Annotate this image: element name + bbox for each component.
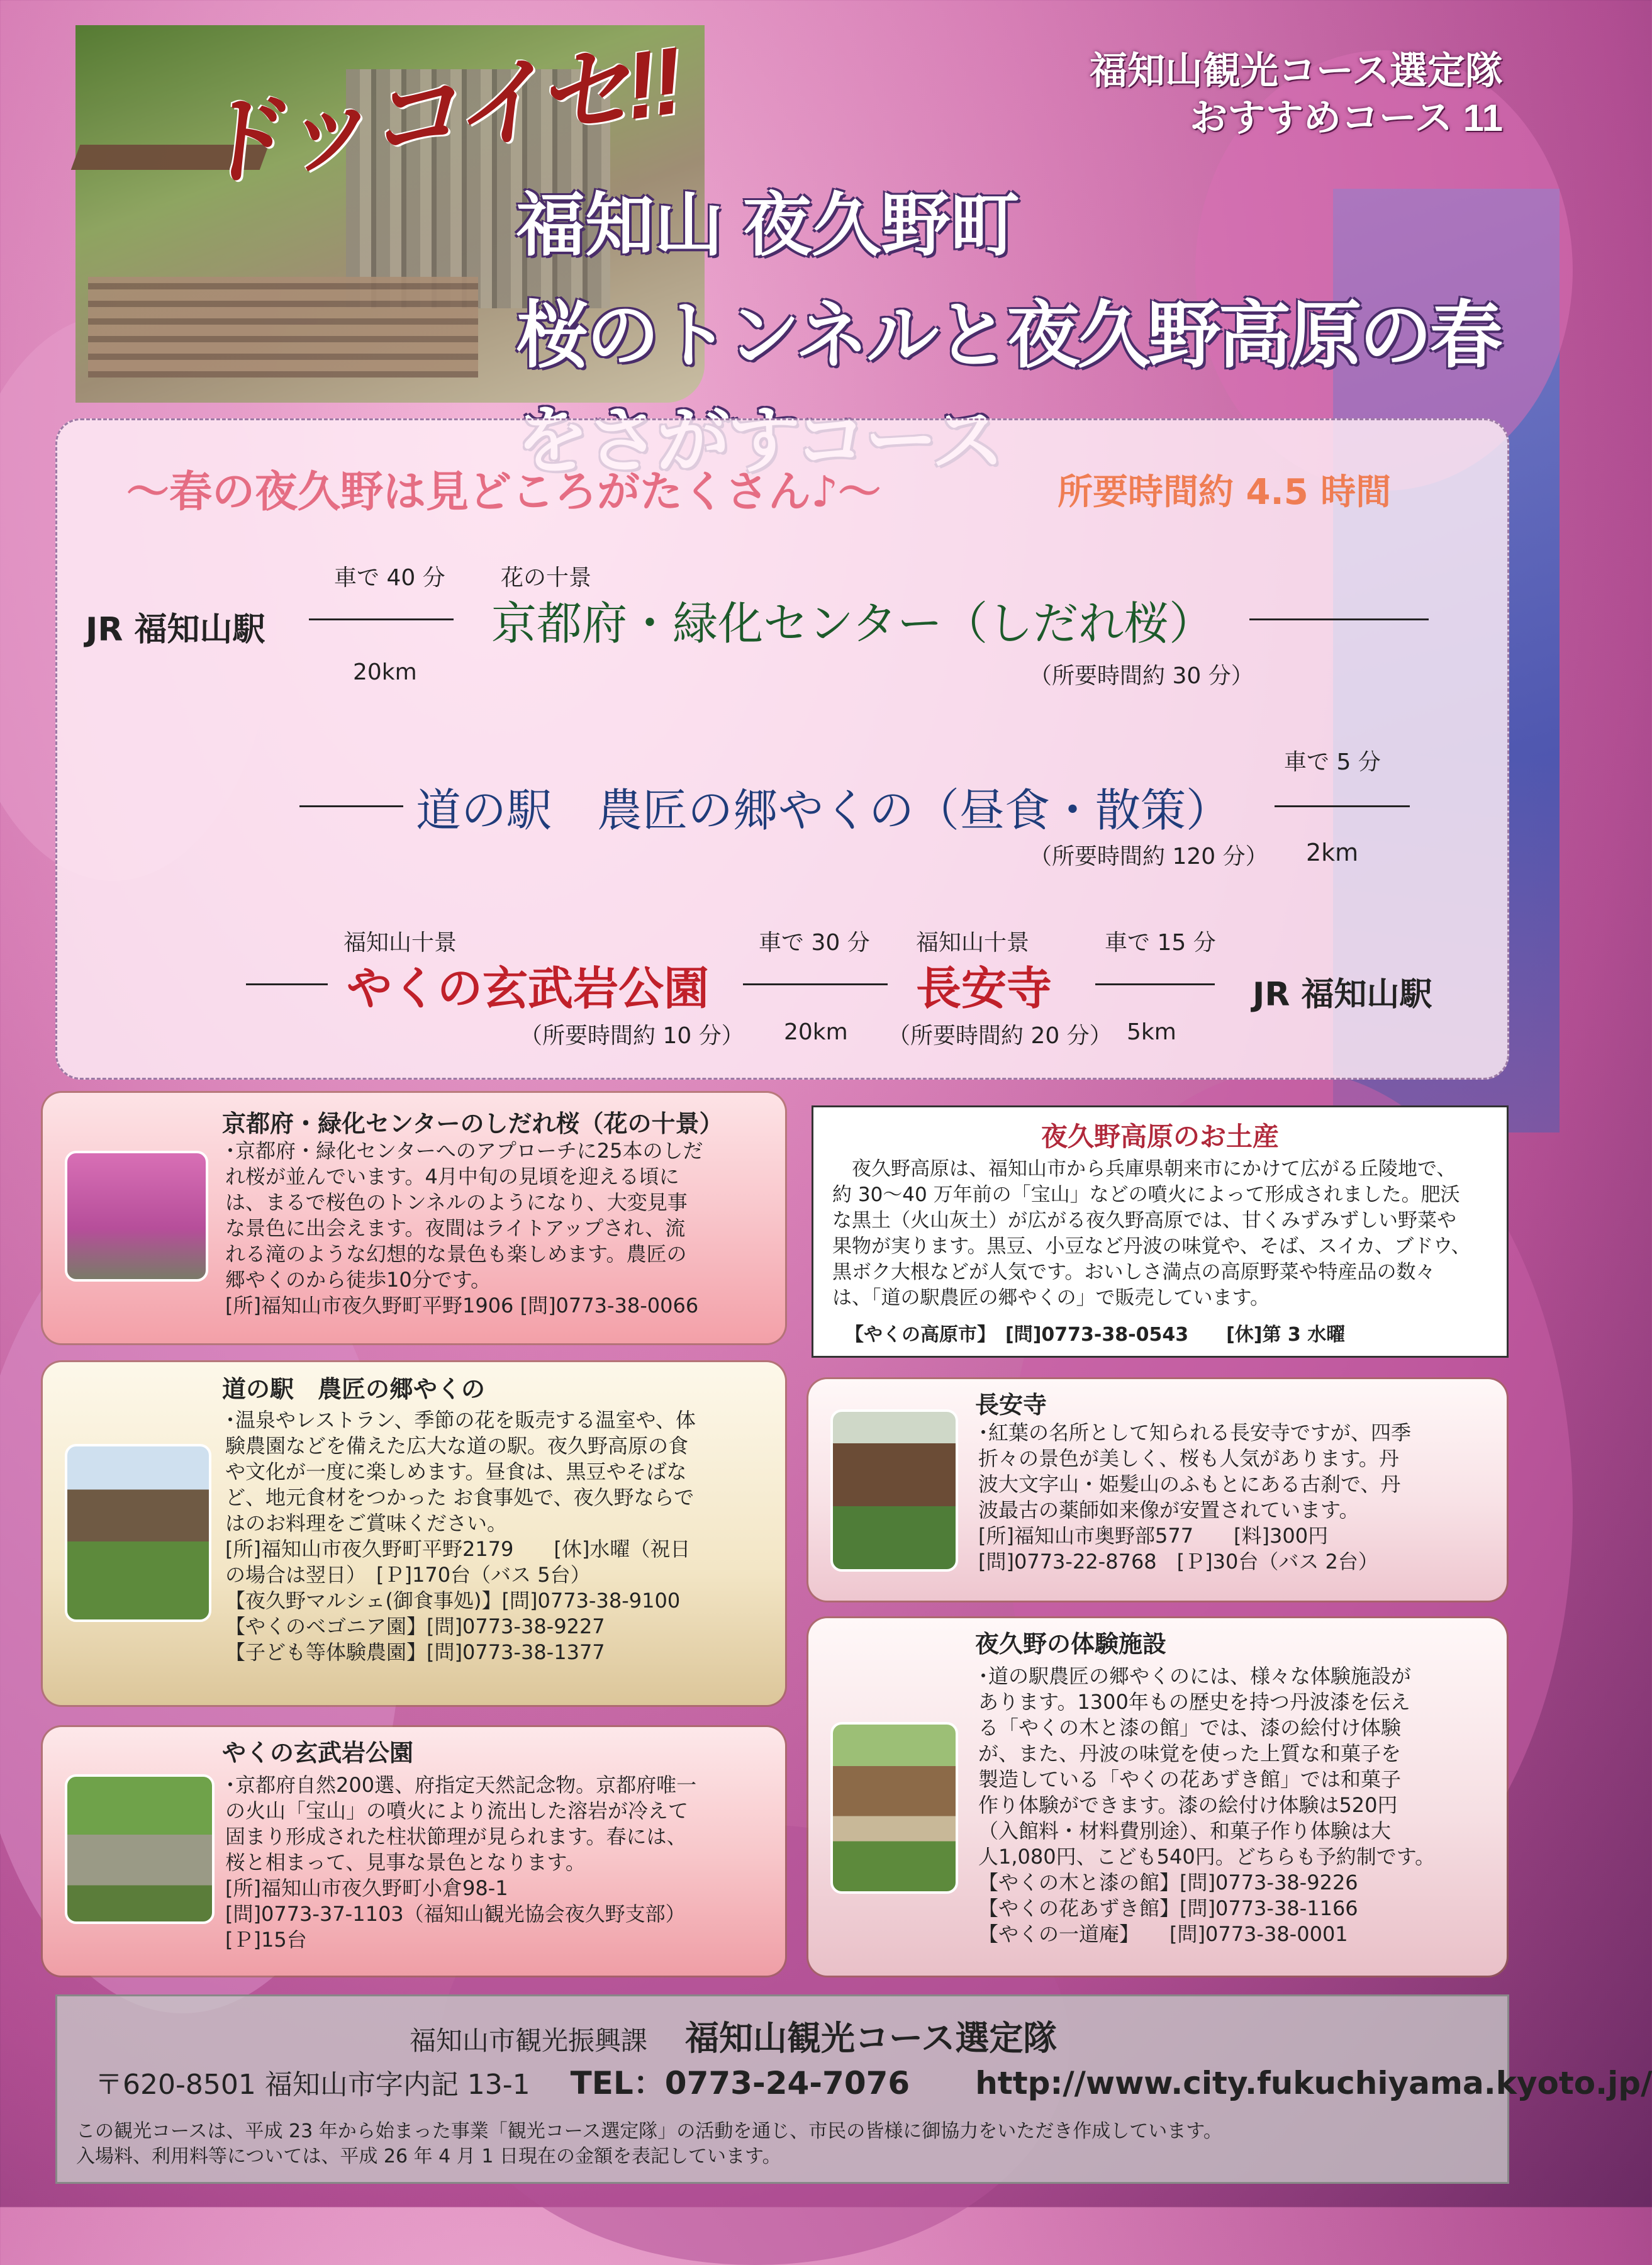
route-line	[1095, 983, 1215, 985]
text-line: れ桜が並んでいます。4月中旬の見頃を迎える頃に	[225, 1165, 679, 1188]
text-line: 桜と相まって、見事な景色となります。	[225, 1850, 586, 1874]
text-line: ･京都府自然200選、府指定天然記念物。京都府唯一	[225, 1773, 697, 1797]
text-line: や文化が一度に楽しめます。昼食は、黒豆やそばな	[225, 1460, 687, 1484]
card-body	[978, 1420, 1500, 1575]
text-line: [問]0773-22-8768 [Ｐ]30台（バス 2台）	[978, 1550, 1378, 1574]
card-chouanji	[808, 1379, 1507, 1601]
text-line: [所]福知山市夜久野町平野1906 [問]0773-38-0066	[225, 1294, 699, 1317]
spot3-time: （所要時間約 10 分）	[520, 1023, 744, 1049]
card-ryokka-center	[43, 1093, 785, 1343]
card-title: 長安寺	[975, 1391, 1047, 1419]
card-title: 夜久野の体験施設	[975, 1630, 1167, 1658]
wooden-deck	[88, 277, 478, 378]
text-line: な黒土（火山灰土）が広がる夜久野高原では、甘くみずみずしい野菜や	[832, 1209, 1456, 1232]
course-number: おすすめコース 11	[1190, 97, 1503, 139]
photo-sakura-tunnel	[65, 1151, 208, 1282]
leg3-distance: 20km	[784, 1019, 848, 1045]
leg1-mode: 車で 40 分	[334, 565, 445, 591]
page-title: 桜のトンネルと夜久野高原の春	[516, 294, 1500, 376]
note-line: この観光コースは、平成 23 年から始まった事業「観光コース選定隊」の活動を通じ、市民の皆様に御協力をいただき作成しています。	[76, 2120, 1222, 2142]
souvenir-box	[812, 1105, 1509, 1358]
route-line	[1275, 805, 1410, 807]
text-line: 験農園などを備えた広大な道の駅。夜久野高原の食	[225, 1434, 689, 1458]
text-line: 波大文字山・姫髪山のふもとにある古刹で、丹	[978, 1472, 1401, 1496]
route-line	[1249, 618, 1429, 620]
footer-contact	[95, 2058, 1652, 2103]
department: 福知山市観光振興課	[410, 2025, 648, 2056]
card-michinoeki	[43, 1362, 785, 1705]
text-line: ･温泉やレストラン、季節の花を販売する温室や、体	[225, 1408, 696, 1432]
text-line: 黒ボク大根などが人気です。おいしさ満点の高原野菜や特産品の数々	[832, 1261, 1436, 1284]
text-line: 【夜久野マルシェ(御食事処)】[問]0773-38-9100	[225, 1589, 681, 1613]
spot3-tag: 福知山十景	[343, 930, 457, 956]
text-line: [問]0773-37-1103（福知山観光協会夜久野支部）	[225, 1902, 686, 1926]
text-line: 【子ども等体験農園】[問]0773-38-1377	[225, 1640, 605, 1664]
text-line: 折々の景色が美しく、桜も人気があります。丹	[978, 1446, 1399, 1470]
spot4-tag: 福知山十景	[916, 930, 1030, 956]
text-line: 【やくのベゴニア園】[問]0773-38-9227	[225, 1614, 605, 1638]
text-line: 【やくの一道庵】 [問]0773-38-0001	[978, 1922, 1348, 1946]
note-line: 入場料、利用料等については、平成 26 年 4 月 1 日現在の金額を表記しています。	[76, 2145, 781, 2167]
address: 〒620-8501 福知山市字内記 13-1	[95, 2069, 530, 2101]
text-line: [Ｐ]15台	[225, 1928, 307, 1952]
text-line: の場合は翌日） [Ｐ]170台（バス 5台）	[225, 1563, 591, 1587]
text-line: 郷やくのから徒歩10分です。	[225, 1268, 491, 1292]
route-line	[246, 983, 328, 985]
box-footer: 【やくの高原市】 [問]0773-38-0543 [休]第 3 水曜	[845, 1324, 1346, 1346]
text-line: [所]福知山市夜久野町小倉98-1	[225, 1876, 508, 1900]
card-title: 京都府・緑化センターのしだれ桜（花の十景）	[222, 1110, 723, 1138]
photo-chouanji	[830, 1409, 958, 1572]
text-line: ･紅葉の名所として知られる長安寺ですが、四季	[978, 1421, 1412, 1445]
route-line	[309, 618, 454, 620]
box-body	[832, 1156, 1493, 1311]
text-line: 製造している「やくの花あずき館」では和菓子	[978, 1767, 1402, 1791]
text-line: れる滝のような幻想的な景色も楽しめます。農匠の	[225, 1242, 687, 1266]
website-link[interactable]: http://www.city.fukuchiyama.kyoto.jp/	[975, 2065, 1652, 2101]
leg4-distance: 5km	[1127, 1019, 1176, 1045]
text-line: はのお料理をご賞味ください。	[225, 1511, 508, 1535]
leg3-mode: 車で 30 分	[759, 930, 870, 956]
text-line: 波最古の薬師如来像が安置されています。	[978, 1498, 1359, 1522]
text-line: 果物が実ります。黒豆、小豆など丹波の味覚や、そば、スイカ、ブドウ、	[832, 1235, 1471, 1258]
text-line: [所]福知山市夜久野町平野2179 [休]水曜（祝日	[225, 1537, 691, 1561]
text-line: ･道の駅農匠の郷やくのには、様々な体験施設が	[978, 1664, 1412, 1688]
spot2-name: 道の駅 農匠の郷やくの（昼食・散策）	[416, 784, 1232, 837]
box-title: 夜久野高原のお土産	[1041, 1121, 1279, 1152]
team-name: 福知山観光コース選定隊	[1090, 50, 1503, 92]
leg2-distance: 2km	[1306, 839, 1359, 866]
route-headline: ～春の夜久野は見どころがたくさん♪～	[126, 467, 881, 517]
spot1-name: 京都府・緑化センター（しだれ桜）	[491, 597, 1215, 650]
text-line: が、また、丹波の味覚を使った上質な和菓子を	[978, 1742, 1402, 1765]
spot4-name: 長安寺	[916, 962, 1052, 1015]
footer-notes	[76, 2119, 1222, 2169]
end-station: JR 福知山駅	[1253, 976, 1432, 1014]
text-line: の火山「宝山」の噴火により流出した溶岩が冷えて	[225, 1799, 689, 1823]
text-line: は、まるで桜色のトンネルのようになり、大変見事	[225, 1190, 688, 1214]
spot2-time: （所要時間約 120 分）	[1029, 844, 1268, 870]
card-body	[225, 1138, 773, 1319]
card-title: やくの玄武岩公園	[222, 1739, 414, 1767]
leg1-distance: 20km	[353, 659, 417, 685]
text-line: は、「道の駅農匠の郷やくの」で販売しています。	[832, 1287, 1270, 1309]
spot3-name: やくの玄武岩公園	[347, 962, 710, 1015]
card-body	[978, 1664, 1500, 1947]
text-line: ･京都府・緑化センターへのアプローチに25本のしだ	[225, 1139, 703, 1163]
text-line: 【やくの花あずき館】[問]0773-38-1166	[978, 1896, 1358, 1920]
text-line: [所]福知山市奥野部577 [料]300円	[978, 1524, 1329, 1548]
card-taiken	[808, 1618, 1507, 1976]
text-line: ど、地元食材をつかった お食事処で、夜久野ならで	[225, 1485, 695, 1509]
text-line: あります。1300年もの歴史を持つ丹波漆を伝え	[978, 1690, 1410, 1714]
text-line: （入館料・材料費別途）、和菓子作り体験は大	[978, 1819, 1392, 1843]
text-line: 人1,080円、こども540円。どちらも予約制です。	[978, 1845, 1436, 1869]
spot1-time: （所要時間約 30 分）	[1029, 663, 1254, 689]
course-label	[1090, 47, 1503, 142]
page-title-area: 福知山 夜久野町	[516, 187, 1020, 264]
text-line: 作り体験ができます。漆の絵付け体験は520円	[978, 1793, 1398, 1817]
photo-taiken	[830, 1722, 958, 1894]
photo-genbugan	[65, 1774, 215, 1924]
total-duration: 所要時間約 4.5 時間	[1058, 472, 1392, 513]
leg4-mode: 車で 15 分	[1105, 930, 1216, 956]
text-line: 約 30～40 万年前の「宝山」などの噴火によって形成されました。肥沃	[832, 1183, 1460, 1206]
route-panel	[55, 418, 1509, 1080]
phone: TEL：0773-24-7076	[570, 2065, 910, 2101]
text-line: な景色に出会えます。夜間はライトアップされ、流	[225, 1216, 686, 1240]
spot1-tag: 花の十景	[501, 565, 592, 591]
spot4-time: （所要時間約 20 分）	[888, 1023, 1112, 1049]
route-line	[743, 983, 888, 985]
photo-michinoeki	[65, 1444, 211, 1622]
card-genbugan-park	[43, 1727, 785, 1976]
text-line: 夜久野高原は、福知山市から兵庫県朝来市にかけて広がる丘陵地で、	[832, 1158, 1456, 1180]
text-line: る「やくの木と漆の館」では、漆の絵付け体験	[978, 1716, 1402, 1740]
team-name: 福知山観光コース選定隊	[685, 2018, 1058, 2058]
card-title: 道の駅 農匠の郷やくの	[222, 1375, 486, 1403]
footer-org	[410, 2011, 1057, 2060]
start-station: JR 福知山駅	[86, 611, 265, 649]
footer	[55, 1994, 1652, 2184]
catchphrase: ドッコイセ!!	[184, 27, 685, 201]
card-body	[225, 1407, 773, 1665]
text-line: 【やくの木と漆の館】[問]0773-38-9226	[978, 1871, 1358, 1894]
card-body	[225, 1772, 773, 1953]
leg2-mode: 車で 5 分	[1284, 749, 1381, 775]
text-line: 固まり形成された柱状節理が見られます。春には、	[225, 1825, 687, 1848]
route-line	[299, 805, 403, 807]
